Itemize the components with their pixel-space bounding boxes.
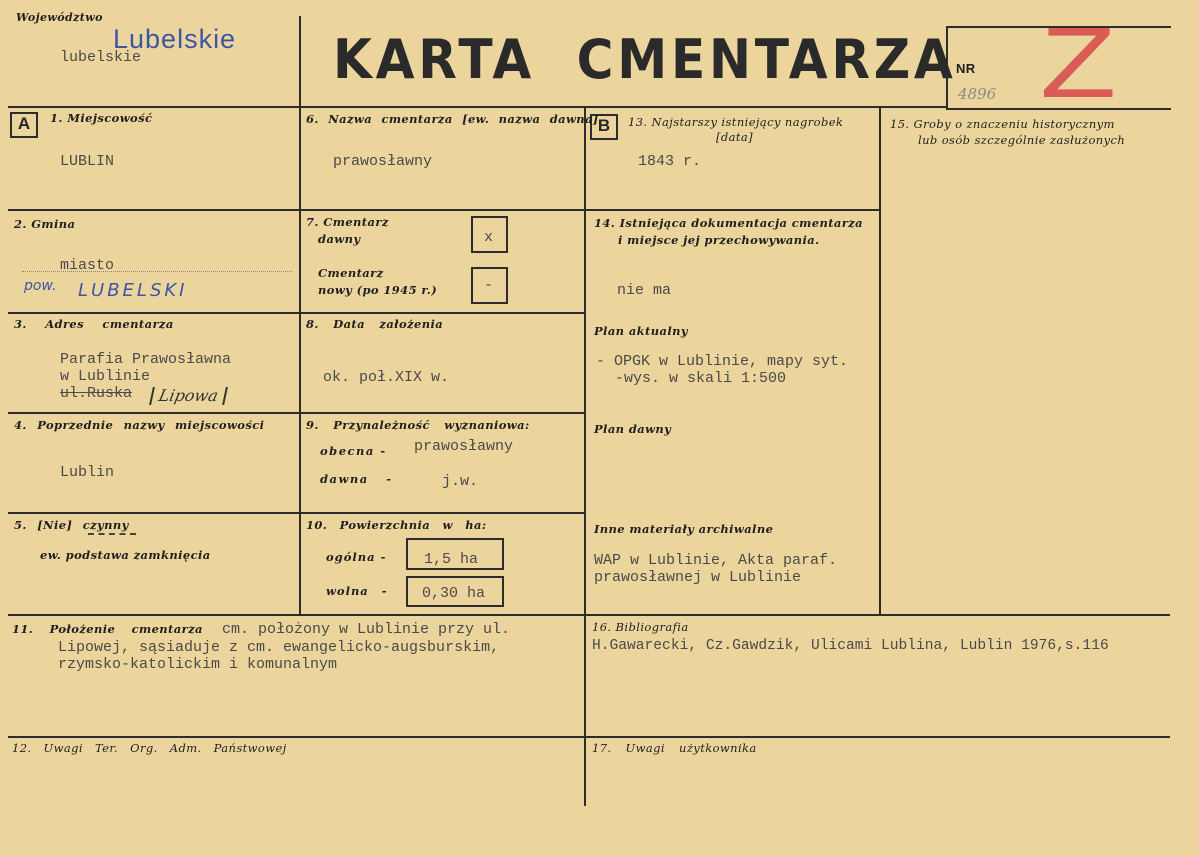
field-7-nowy-label-1: Cmentarz <box>318 266 384 280</box>
obecna-label: obecna - <box>320 444 387 458</box>
field-10-label: 10. Powierzchnia w ha: <box>306 518 487 532</box>
nr-mark: Z <box>1040 7 1117 119</box>
field-13-value: 1843 r. <box>638 153 702 170</box>
field-16-label: 16. Bibliografia <box>592 620 689 634</box>
field-5-label: 5. [Nie] czynny <box>14 518 129 532</box>
field-17-label: 17. Uwagi użytkownika <box>592 741 757 755</box>
divider <box>8 614 1170 616</box>
nr-value: 4896 <box>958 85 997 103</box>
field-14-value: nie ma <box>617 282 672 299</box>
field-3-handwritten: Lipowa <box>149 387 228 405</box>
field-12-label: 12. Uwagi Ter. Org. Adm. Państwowej <box>12 741 287 755</box>
dawna-value: j.w. <box>442 473 479 490</box>
field-14-label-2: i miejsce jej przechowywania. <box>618 233 820 247</box>
section-a-badge: A <box>10 112 38 138</box>
field-15-label-1: 15. Groby o znaczeniu historycznym <box>890 117 1115 131</box>
section-b-badge: B <box>590 114 618 140</box>
field-3-struck: ul.Ruska <box>60 385 133 402</box>
field-13-label-2: [data] <box>716 130 754 144</box>
divider <box>8 312 584 314</box>
cmentarz-dawny-value: x <box>484 229 494 246</box>
field-15-label-2: lub osób szczególnie zasłużonych <box>918 133 1126 147</box>
field-7-dawny-label-2: dawny <box>318 232 361 246</box>
divider <box>584 209 880 211</box>
field-2-label: 2. Gmina <box>14 217 76 231</box>
plan-aktualny-label: Plan aktualny <box>594 324 688 338</box>
field-8-value: ok. poł.XIX w. <box>323 369 450 386</box>
divider <box>8 512 584 514</box>
divider <box>584 106 586 806</box>
field-1-label: 1. Miejscowość <box>50 111 153 125</box>
divider <box>8 412 584 414</box>
pow-value: LUBELSKI <box>78 280 188 301</box>
field-11-line1: cm. położony w Lublinie przy ul. <box>222 621 511 638</box>
field-4-label: 4. Poprzednie nazwy miejscowości <box>14 418 265 432</box>
field-5-sublabel: ew. podstawa zamknięcia <box>40 548 211 562</box>
field-7-nowy-label-2: nowy (po 1945 r.) <box>318 283 438 297</box>
divider <box>8 209 584 211</box>
field-9-label: 9. Przynależność wyznaniowa: <box>306 418 530 432</box>
pow-label: pow. <box>24 278 57 294</box>
field-14-label-1: 14. Istniejąca dokumentacja cmentarza <box>594 216 864 230</box>
field-13-label-1: 13. Najstarszy istniejący nagrobek <box>628 115 844 129</box>
field-8-label: 8. Data założenia <box>306 317 444 331</box>
page-title: KARTA CMENTARZA <box>333 28 957 91</box>
wolna-label: wolna - <box>326 584 388 598</box>
ogolna-label: ogólna - <box>326 550 387 564</box>
field-3-line1: Parafia Prawosławna <box>60 351 232 368</box>
divider <box>8 106 947 108</box>
wolna-value: 0,30 ha <box>422 585 486 602</box>
plan-dawny-label: Plan dawny <box>594 422 672 436</box>
field-11-line3: rzymsko-katolickim i komunalnym <box>58 656 338 673</box>
field-3-label: 3. Adres cmentarza <box>14 317 174 331</box>
wojewodztwo-stamp: Lubelskie <box>113 24 237 54</box>
field-1-value: LUBLIN <box>60 153 115 170</box>
field-11-line2: Lipowej, sąsiaduje z cm. ewangelicko-augsburskim, <box>58 639 500 656</box>
field-7-dawny-label-1: 7. Cmentarz <box>306 215 389 229</box>
field-4-value: Lublin <box>60 464 115 481</box>
plan-aktualny-line1: - OPGK w Lublinie, mapy syt. <box>596 353 849 370</box>
field-6-label: 6. Nazwa cmentarza [ew. nazwa dawna] <box>306 112 599 126</box>
divider <box>879 108 881 616</box>
obecna-value: prawosławny <box>414 438 514 455</box>
field-11-label: 11. Położenie cmentarza <box>12 622 203 636</box>
cmentarz-nowy-value: - <box>484 277 494 294</box>
inne-materialy-line1: WAP w Lublinie, Akta paraf. <box>594 552 838 569</box>
ogolna-value: 1,5 ha <box>424 551 479 568</box>
field-6-value: prawosławny <box>333 153 433 170</box>
field-2-value: miasto <box>60 257 115 274</box>
field-2-dotted-line <box>22 271 292 272</box>
inne-materialy-line2: prawosławnej w Lublinie <box>594 569 802 586</box>
dawna-label: dawna - <box>320 472 393 486</box>
wojewodztwo-label: Województwo <box>16 11 103 24</box>
field-3-line2: w Lublinie <box>60 368 151 385</box>
wojewodztwo-value: lubelskie <box>60 49 142 66</box>
nr-label: NR <box>956 61 976 76</box>
plan-aktualny-line2: -wys. w skali 1:500 <box>615 370 787 387</box>
divider <box>8 736 1170 738</box>
field-5-underline <box>88 533 136 535</box>
inne-materialy-label: Inne materiały archiwalne <box>594 522 774 536</box>
field-16-value: H.Gawarecki, Cz.Gawdzik, Ulicami Lublina, Lublin 1976,s.116 <box>592 638 1109 654</box>
